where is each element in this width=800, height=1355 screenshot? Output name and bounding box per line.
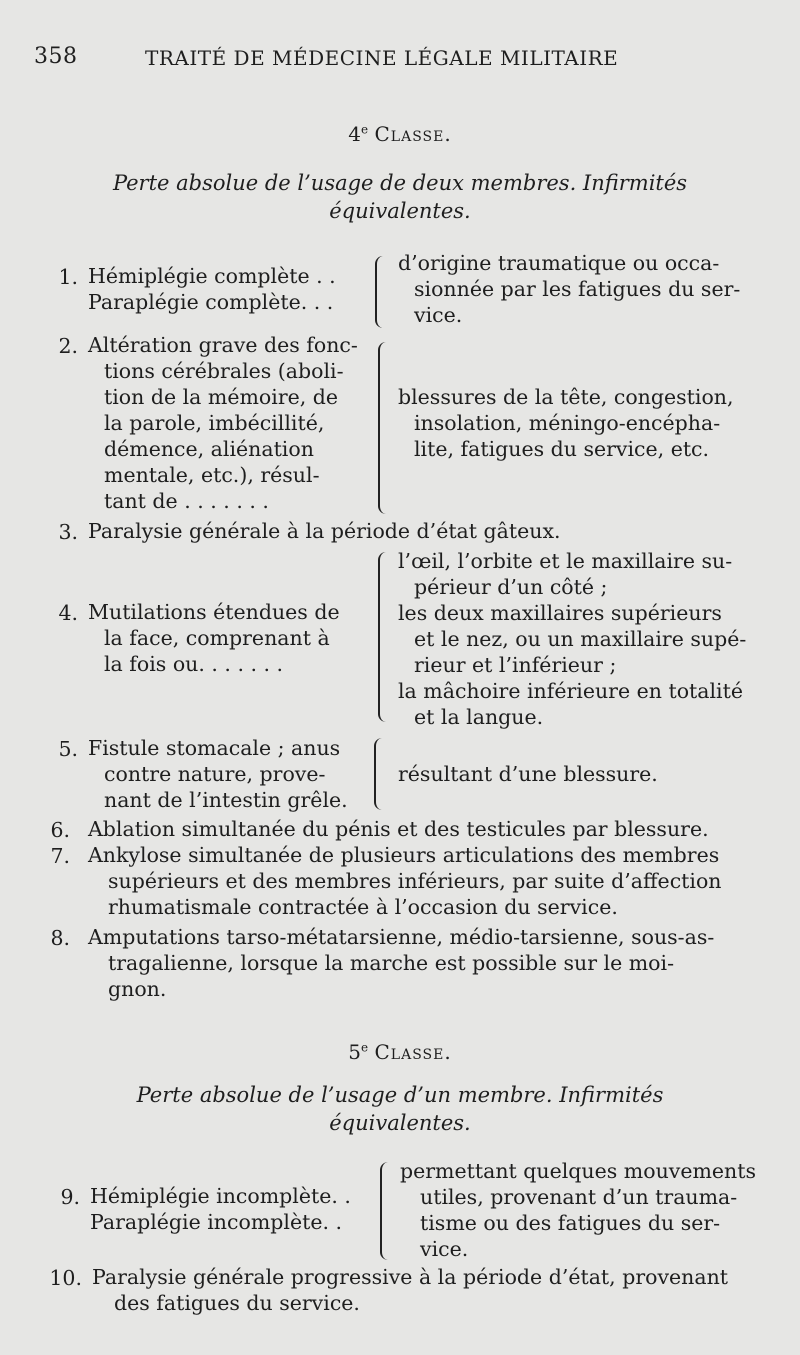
item-5-left-line: contre nature, prove-: [104, 762, 326, 786]
brace: [378, 552, 392, 722]
item-9-right-line: tisme ou des fatigues du ser-: [420, 1211, 721, 1235]
item-4-right-line: périeur d’un côté ;: [414, 575, 608, 599]
item-number: 9.: [60, 1185, 80, 1209]
class-5-heading: 5e Classe.: [348, 1040, 452, 1064]
item-9-right-line: permettant quelques mouvements: [400, 1159, 757, 1183]
item-6-text: Ablation simultanée du pénis et des testicules par blessure.: [88, 817, 709, 841]
item-2-left-line: tions cérébrales (aboli-: [104, 359, 344, 383]
item-1-right-line: d’origine traumatique ou occa-: [398, 251, 720, 275]
item-4-right-line: et le nez, ou un maxillaire supé-: [414, 627, 747, 651]
item-4-left-line: Mutilations étendues de: [88, 600, 340, 624]
brace: [380, 1162, 394, 1260]
item-1-left-b: Paraplégie complète. . .: [88, 290, 334, 314]
item-4-left-line: la fois ou. . . . . . .: [104, 652, 284, 676]
class-4-heading: 4e Classe.: [348, 122, 452, 146]
item-1-right-line: sionnée par les fatigues du ser-: [414, 277, 741, 301]
brace: [378, 342, 392, 514]
item-2-left-line: tion de la mémoire, de: [104, 385, 339, 409]
item-2-right-line: lite, fatigues du service, etc.: [414, 437, 710, 461]
item-10-line: des fatigues du service.: [114, 1291, 360, 1315]
item-7-line: Ankylose simultanée de plusieurs articulations des membres: [88, 843, 720, 867]
item-number: 6.: [50, 818, 70, 842]
item-4-right-line: l’œil, l’orbite et le maxillaire su-: [398, 549, 733, 573]
item-2-right-line: blessures de la tête, congestion,: [398, 385, 734, 409]
item-8-line: gnon.: [108, 977, 167, 1001]
item-number: 1.: [58, 265, 78, 289]
item-number: 5.: [58, 737, 78, 761]
item-4-right-line: les deux maxillaires supérieurs: [398, 601, 722, 625]
item-2-right-line: insolation, méningo-encépha-: [414, 411, 721, 435]
item-9-left-b: Paraplégie incomplète. .: [90, 1210, 343, 1234]
item-9-left-a: Hémiplégie incomplète. .: [90, 1184, 351, 1208]
item-number: 3.: [58, 520, 78, 544]
item-2-left-line: mentale, etc.), résul-: [104, 463, 320, 487]
item-1-left-a: Hémiplégie complète . .: [88, 264, 336, 288]
item-2-left-line: la parole, imbécillité,: [104, 411, 325, 435]
item-8-line: tragalienne, lorsque la marche est possible sur le moi-: [108, 951, 675, 975]
class-5-subtitle-line2: équivalentes.: [329, 1111, 471, 1135]
item-4-left-line: la face, comprenant à: [104, 626, 330, 650]
item-7-line: supérieurs et des membres inférieurs, par suite d’affection: [108, 869, 722, 893]
running-title: TRAITÉ DE MÉDECINE LÉGALE MILITAIRE: [145, 46, 619, 70]
item-5-left-line: Fistule stomacale ; anus: [88, 736, 341, 760]
item-8-line: Amputations tarso-métatarsienne, médio-tarsienne, sous-as-: [88, 925, 715, 949]
item-4-right-line: rieur et l’inférieur ;: [414, 653, 617, 677]
item-number: 4.: [58, 601, 78, 625]
item-4-right-line: et la langue.: [414, 705, 544, 729]
item-9-right-line: utiles, provenant d’un trauma-: [420, 1185, 738, 1209]
item-9-right-line: vice.: [420, 1237, 469, 1261]
item-2-left-line: tant de . . . . . . .: [104, 489, 269, 513]
item-number: 8.: [50, 926, 70, 950]
item-1-right-line: vice.: [414, 303, 463, 327]
item-10-line: Paralysie générale progressive à la période d’état, provenant: [92, 1265, 729, 1289]
item-3-text: Paralysie générale à la période d’état gâteux.: [88, 519, 561, 543]
class-4-subtitle-line2: équivalentes.: [329, 199, 471, 223]
class-4-subtitle-line1: Perte absolue de l’usage de deux membres. Infirmités: [112, 171, 688, 195]
item-7-line: rhumatismale contractée à l’occasion du service.: [108, 895, 618, 919]
item-number: 7.: [50, 844, 70, 868]
page-number: 358: [34, 44, 78, 69]
item-4-right-line: la mâchoire inférieure en totalité: [398, 679, 743, 703]
item-2-left-line: Altération grave des fonc-: [88, 333, 358, 357]
class-5-subtitle-line1: Perte absolue de l’usage d’un membre. Infirmités: [136, 1083, 664, 1107]
brace: [374, 738, 388, 810]
item-5-right: résultant d’une blessure.: [398, 762, 658, 786]
item-5-left-line: nant de l’intestin grêle.: [104, 788, 348, 812]
item-number: 10.: [49, 1266, 82, 1290]
item-number: 2.: [58, 334, 78, 358]
item-2-left-line: démence, aliénation: [104, 437, 314, 461]
brace: [375, 256, 389, 328]
